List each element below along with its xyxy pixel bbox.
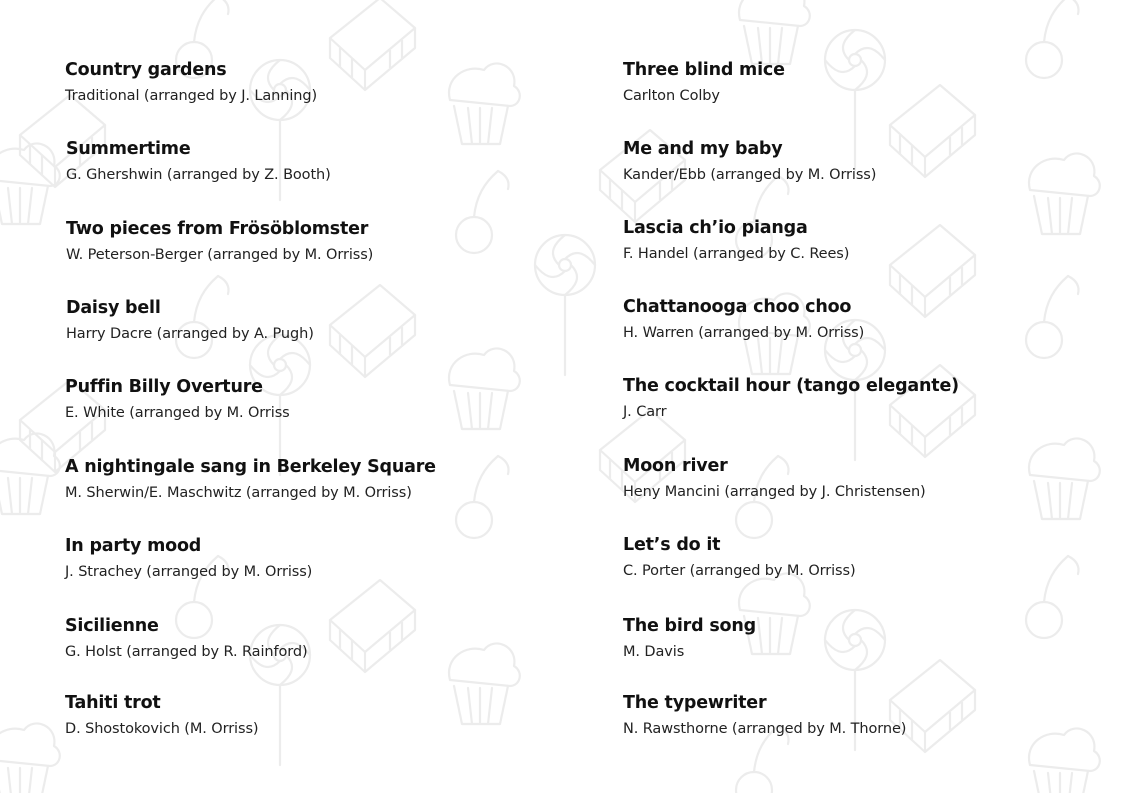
piece-title: In party mood bbox=[65, 536, 202, 556]
program-entry bbox=[623, 692, 906, 738]
program-entry bbox=[623, 59, 785, 105]
program-entry bbox=[65, 59, 317, 105]
piece-composer: G. Holst (arranged by R. Rainford) bbox=[65, 644, 308, 660]
piece-composer: N. Rawsthorne (arranged by M. Thorne) bbox=[623, 721, 907, 737]
program-entry bbox=[65, 376, 290, 422]
piece-title: Sicilienne bbox=[65, 616, 159, 636]
program-entry bbox=[65, 535, 312, 581]
piece-title: Puffin Billy Overture bbox=[65, 377, 263, 397]
program-entry bbox=[65, 692, 258, 738]
piece-composer: M. Sherwin/E. Maschwitz (arranged by M. Orriss) bbox=[65, 485, 412, 501]
piece-title: A nightingale sang in Berkeley Square bbox=[65, 457, 436, 477]
program-entry bbox=[623, 217, 849, 263]
program-entry bbox=[623, 296, 864, 342]
piece-title: The typewriter bbox=[623, 693, 767, 713]
program-entry bbox=[66, 218, 373, 264]
program-entry bbox=[623, 375, 959, 421]
piece-composer: G. Ghershwin (arranged by Z. Booth) bbox=[66, 167, 331, 183]
piece-composer: D. Shostokovich (M. Orriss) bbox=[65, 721, 259, 737]
piece-composer: F. Handel (arranged by C. Rees) bbox=[623, 246, 850, 262]
piece-composer: M. Davis bbox=[623, 644, 685, 660]
piece-title: Me and my baby bbox=[623, 139, 783, 159]
piece-title: Three blind mice bbox=[623, 60, 785, 80]
piece-composer: E. White (arranged by M. Orriss bbox=[65, 405, 290, 421]
piece-composer: Traditional (arranged by J. Lanning) bbox=[65, 88, 318, 104]
program-entry bbox=[66, 138, 331, 184]
piece-title: Moon river bbox=[623, 456, 728, 476]
piece-composer: Heny Mancini (arranged by J. Christensen) bbox=[623, 484, 926, 500]
piece-title: Daisy bell bbox=[66, 298, 161, 318]
piece-title: Lascia ch’io pianga bbox=[623, 218, 808, 238]
piece-title: Two pieces from Frösöblomster bbox=[66, 219, 369, 239]
piece-title: Summertime bbox=[66, 139, 191, 159]
piece-composer: W. Peterson-Berger (arranged by M. Orriss) bbox=[66, 247, 374, 263]
piece-composer: Carlton Colby bbox=[623, 88, 720, 104]
program-entry bbox=[623, 534, 856, 580]
piece-composer: J. Strachey (arranged by M. Orriss) bbox=[65, 564, 313, 580]
piece-composer: J. Carr bbox=[623, 404, 667, 420]
piece-title: Chattanooga choo choo bbox=[623, 297, 852, 317]
program-entry bbox=[623, 615, 756, 661]
piece-title: The bird song bbox=[623, 616, 756, 636]
program-entry bbox=[65, 456, 436, 502]
program-entry bbox=[66, 297, 314, 343]
program-entry bbox=[623, 138, 876, 184]
piece-title: Let’s do it bbox=[623, 535, 721, 555]
piece-title: The cocktail hour (tango elegante) bbox=[623, 376, 959, 396]
program-entry bbox=[65, 615, 308, 661]
piece-composer: Kander/Ebb (arranged by M. Orriss) bbox=[623, 167, 877, 183]
piece-title: Country gardens bbox=[65, 60, 227, 80]
piece-composer: H. Warren (arranged by M. Orriss) bbox=[623, 325, 865, 341]
piece-composer: Harry Dacre (arranged by A. Pugh) bbox=[66, 326, 314, 342]
program-entry bbox=[623, 455, 926, 501]
piece-title: Tahiti trot bbox=[65, 693, 161, 713]
piece-composer: C. Porter (arranged by M. Orriss) bbox=[623, 563, 856, 579]
